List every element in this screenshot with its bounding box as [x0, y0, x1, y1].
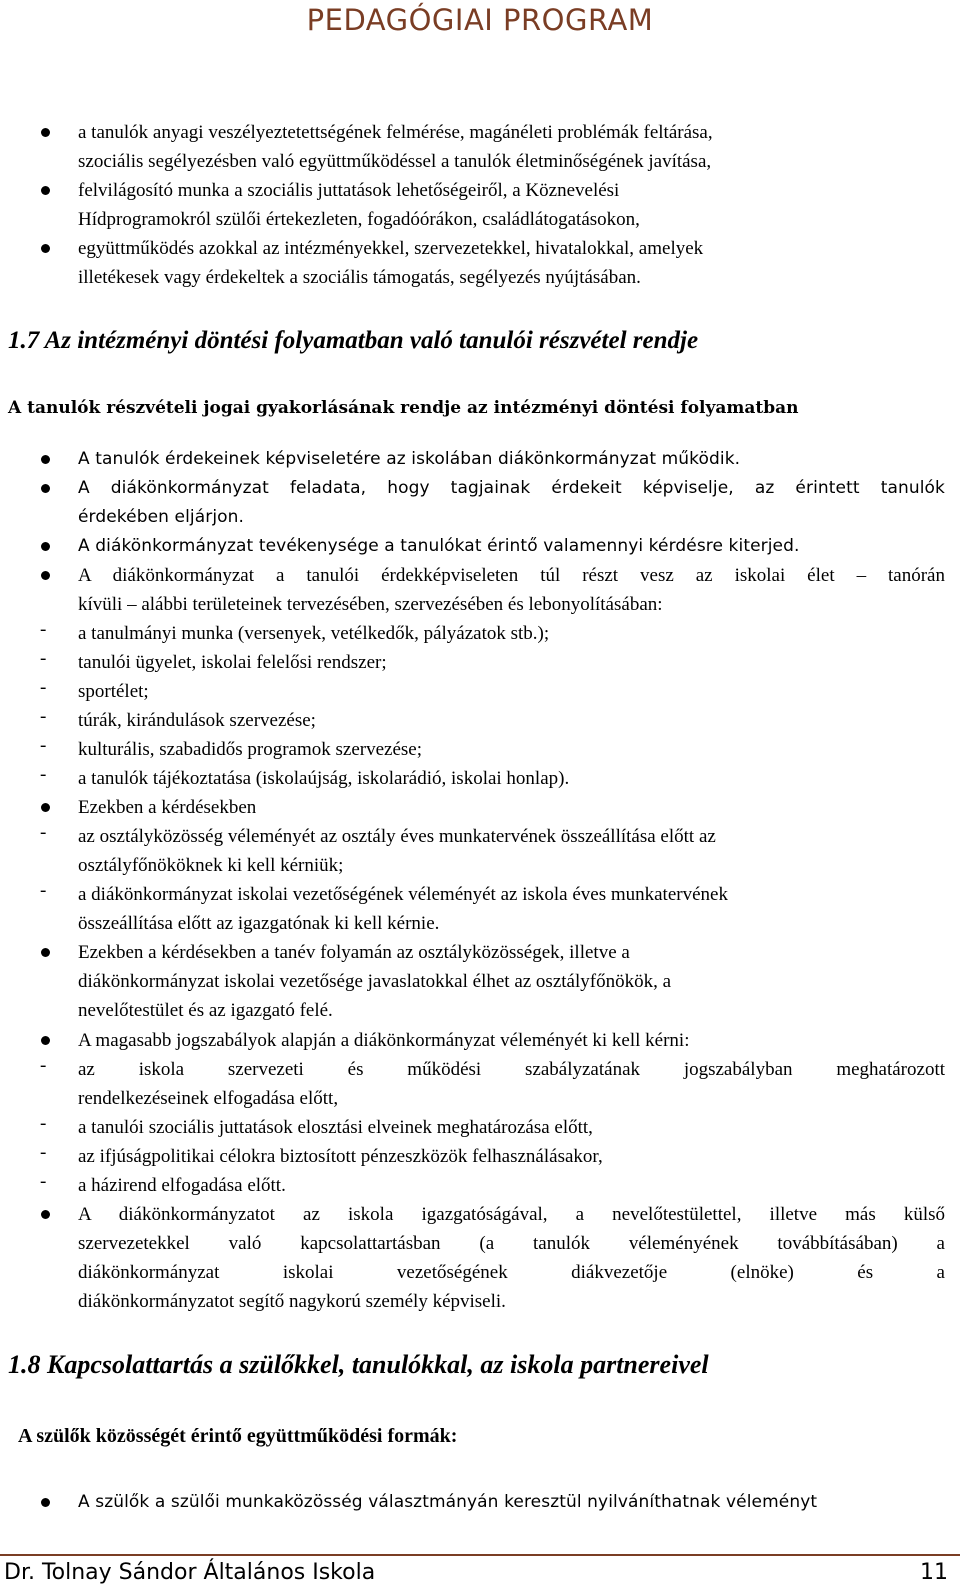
text-line: A tanulók érdekeinek képviseletére az iskolában diákönkormányzat működik. — [78, 449, 741, 469]
text-line: osztályfőnököknek ki kell kérniük; — [78, 855, 344, 876]
subheading-parent-cooperation: A szülők közösségét érintő együttműködési formák: — [18, 1425, 458, 1447]
text-line: Ezekben a kérdésekben a tanév folyamán az osztályközösségek, illetve a — [78, 942, 630, 963]
bullet-icon — [41, 571, 50, 580]
text-line: diákönkormányzat iskolai vezetősége javaslatokkal élhet az osztályfőnökök, a — [78, 971, 672, 992]
dash-marker: - — [40, 822, 47, 843]
text-line: illetékesek vagy érdekeltek a szociális támogatás, segélyezés nyújtásában. — [78, 267, 641, 288]
dash-marker: - — [40, 619, 47, 640]
text-line: diákönkormányzat iskolai vezetőségének diákvezetője (elnöke) és a — [78, 1262, 945, 1283]
text-line: az osztályközösség véleményét az osztály éves munkatervének összeállítása előtt az — [78, 826, 716, 847]
dash-marker: - — [40, 880, 47, 901]
text-line: kívüli – alábbi területeinek tervezésében, szervezésében és lebonyolításában: — [78, 594, 663, 615]
bullet-icon — [41, 1498, 50, 1507]
text-line: A diákönkormányzat feladata, hogy tagjainak érdekeit képviselje, az érintett tanulók — [78, 478, 945, 498]
dash-marker: - — [40, 677, 47, 698]
text-line: A szülők a szülői munkaközösség választmányán keresztül nyilváníthatnak véleményt — [78, 1492, 818, 1512]
page-number: 11 — [920, 1560, 948, 1585]
bullet-icon — [41, 186, 50, 195]
dash-marker: - — [40, 1055, 47, 1076]
text-line: a tanulók tájékoztatása (iskolaújság, iskolarádió, iskolai honlap). — [78, 768, 570, 789]
text-line: A magasabb jogszabályok alapján a diákönkormányzat véleményét ki kell kérni: — [78, 1030, 690, 1051]
text-line: a tanulók anyagi veszélyeztetettségének felmérése, magánéleti problémák feltárása, — [78, 122, 713, 143]
text-line: a tanulmányi munka (versenyek, vetélkedők, pályázatok stb.); — [78, 623, 550, 644]
text-line: érdekében eljárjon. — [78, 507, 245, 527]
bullet-icon — [41, 455, 50, 464]
section-heading-1-7: 1.7 Az intézményi döntési folyamatban való tanulói részvétel rendje — [8, 327, 699, 354]
text-line: az ifjúságpolitikai célokra biztosított pénzeszközök felhasználásakor, — [78, 1146, 603, 1167]
text-line: kulturális, szabadidős programok szervezése; — [78, 739, 422, 760]
text-line: szociális segélyezésben való együttműködéssel a tanulók életminőségének javítása, — [78, 151, 712, 172]
text-line: rendelkezéseinek elfogadása előtt, — [78, 1088, 339, 1109]
dash-marker: - — [40, 1171, 47, 1192]
dash-marker: - — [40, 1113, 47, 1134]
text-line: Hídprogramokról szülői értekezleten, fogadóórákon, családlátogatásokon, — [78, 209, 640, 230]
text-line: sportélet; — [78, 681, 149, 702]
text-line: A diákönkormányzatot az iskola igazgatóságával, a nevelőtestülettel, illetve más külső — [78, 1204, 945, 1225]
text-line: a házirend elfogadása előtt. — [78, 1175, 286, 1196]
text-line: az iskola szervezeti és működési szabályzatának jogszabályban meghatározott — [78, 1059, 945, 1080]
bullet-icon — [41, 244, 50, 253]
bullet-icon — [41, 1210, 50, 1219]
dash-marker: - — [40, 735, 47, 756]
bullet-icon — [41, 948, 50, 957]
text-line: tanulói ügyelet, iskolai felelősi rendszer; — [78, 652, 387, 673]
text-line: Ezekben a kérdésekben — [78, 797, 257, 818]
page-footer — [0, 1554, 960, 1590]
bullet-icon — [41, 1036, 50, 1045]
section-heading-1-8: 1.8 Kapcsolattartás a szülőkkel, tanulókkal, az iskola partnereivel — [8, 1350, 709, 1379]
footer-school-name: Dr. Tolnay Sándor Általános Iskola — [4, 1560, 376, 1585]
text-line: összeállítása előtt az igazgatónak ki kell kérnie. — [78, 913, 440, 934]
page-header — [0, 0, 960, 48]
text-line: diákönkormányzatot segítő nagykorú személy képviseli. — [78, 1291, 506, 1312]
bullet-icon — [41, 803, 50, 812]
bullet-icon — [41, 128, 50, 137]
text-line: nevelőtestület és az igazgató felé. — [78, 1000, 333, 1021]
text-line: a tanulói szociális juttatások elosztási elveinek meghatározása előtt, — [78, 1117, 593, 1138]
dash-marker: - — [40, 1142, 47, 1163]
subheading-student-rights: A tanulók részvételi jogai gyakorlásának rendje az intézményi döntési folyamatban — [8, 398, 799, 418]
text-line: túrák, kirándulások szervezése; — [78, 710, 316, 731]
text-line: szervezetekkel való kapcsolattartásban (a tanulók véleményének továbbításában) a — [78, 1233, 945, 1254]
bullet-icon — [41, 484, 50, 493]
bullet-icon — [41, 542, 50, 551]
text-line: A diákönkormányzat tevékenysége a tanulókat érintő valamennyi kérdésre kiterjed. — [78, 536, 800, 556]
dash-marker: - — [40, 764, 47, 785]
text-line: a diákönkormányzat iskolai vezetőségének véleményét az iskola éves munkatervének — [78, 884, 728, 905]
text-line: A diákönkormányzat a tanulói érdekképviseleten túl részt vesz az iskolai élet – tanórán — [78, 565, 945, 586]
text-line: felvilágosító munka a szociális juttatások lehetőségeiről, a Köznevelési — [78, 180, 620, 201]
dash-marker: - — [40, 706, 47, 727]
text-line: együttműködés azokkal az intézményekkel, szervezetekkel, hivatalokkal, amelyek — [78, 238, 704, 259]
dash-marker: - — [40, 648, 47, 669]
document-title: PEDAGÓGIAI PROGRAM — [306, 3, 654, 37]
